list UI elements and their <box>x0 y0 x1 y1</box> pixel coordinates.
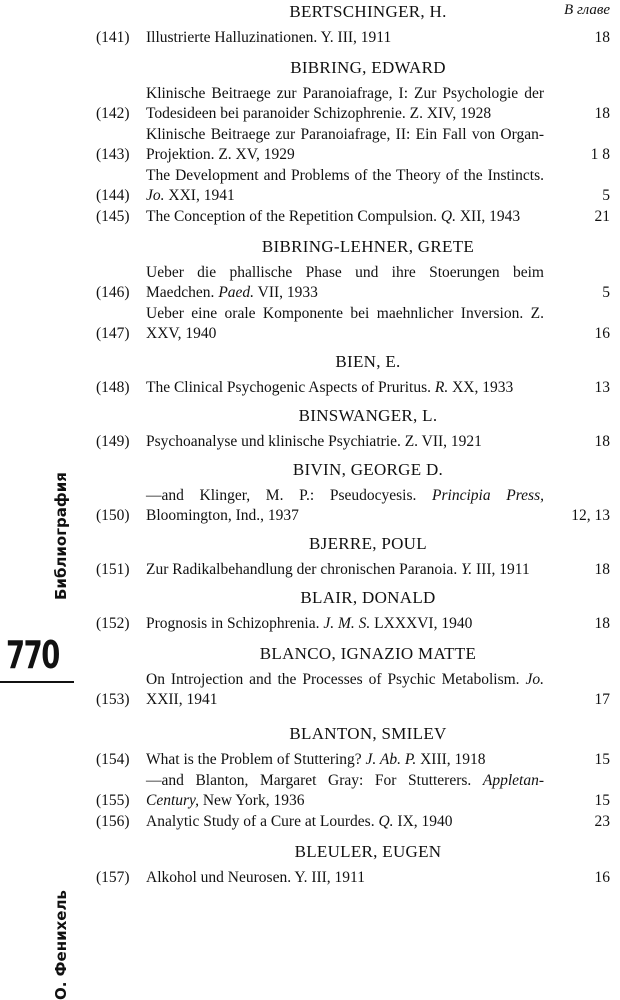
author-block <box>96 406 610 452</box>
entry-citation <box>146 378 562 398</box>
entry-citation <box>146 84 562 124</box>
entry-number: (149) <box>96 433 130 450</box>
citation-pre: —and Klinger, M. P.: Pseudocyesis. <box>146 487 433 504</box>
citation-pre: The Development and Problems of the Theory of the Instincts. <box>146 167 544 184</box>
entry-number: (142) <box>96 105 130 122</box>
entry-citation <box>146 670 562 710</box>
chapter-reference: 18 <box>594 561 610 578</box>
entry-number: (153) <box>96 691 130 708</box>
bibliography-list <box>96 0 610 889</box>
citation-post: III, 1911 <box>472 561 530 578</box>
citation-ital: Principia Press, <box>432 487 544 504</box>
citation-ital: Paed. <box>218 284 255 301</box>
chapter-reference: 1 8 <box>590 146 610 163</box>
entry-number: (147) <box>96 325 130 342</box>
citation-post: VII, 1933 <box>254 284 318 301</box>
entry-number: (143) <box>96 146 130 163</box>
entry-number: (144) <box>96 187 130 204</box>
bibliography-entry <box>96 207 610 227</box>
bibliography-entry <box>96 614 610 634</box>
bibliography-entry <box>96 84 610 124</box>
chapter-reference: 16 <box>594 325 610 342</box>
citation-post: New York, 1936 <box>198 792 305 809</box>
page-number: 770 <box>6 633 59 677</box>
author-heading: BIBRING-LEHNER, GRETE <box>261 237 475 256</box>
citation-ital: J. Ab. P. <box>365 751 417 768</box>
author-block <box>96 58 610 227</box>
author-heading: BERTSCHINGER, H. <box>289 2 447 21</box>
citation-pre: Prognosis in Schizophrenia. <box>146 615 324 632</box>
chapter-reference: 12, 13 <box>571 507 610 524</box>
entry-citation <box>146 771 562 811</box>
chapter-reference: 16 <box>594 869 610 886</box>
entry-citation <box>146 207 562 227</box>
entry-citation <box>146 868 562 888</box>
entry-citation <box>146 486 562 526</box>
entry-number: (146) <box>96 284 130 301</box>
entry-citation <box>146 812 562 832</box>
citation-pre: Ueber die phallische Phase und ihre Stoerungen beim Maedchen. <box>146 264 544 301</box>
bibliography-entry <box>96 125 610 165</box>
citation-post: XII, 1943 <box>455 208 521 225</box>
author-heading: BLANTON, SMILEV <box>289 724 447 743</box>
citation-pre: Analytic Study of a Cure at Lourdes. <box>146 813 379 830</box>
citation-ital: R. <box>434 379 449 396</box>
chapter-reference: 15 <box>594 792 610 809</box>
author-block <box>96 352 610 398</box>
author-block <box>96 2 610 48</box>
chapter-reference: 13 <box>594 379 610 396</box>
entry-number: (155) <box>96 792 130 809</box>
author-heading: BINSWANGER, L. <box>298 406 438 425</box>
citation-post: XXII, 1941 <box>146 691 218 708</box>
entry-citation <box>146 28 562 48</box>
author-heading: BLEULER, EUGEN <box>294 842 442 861</box>
chapter-reference: 21 <box>594 208 610 225</box>
entry-number: (152) <box>96 615 130 632</box>
author-block <box>96 842 610 888</box>
author-heading: BIBRING, EDWARD <box>290 58 446 77</box>
citation-pre: Klinische Beitraege zur Paranoiafrage, II: Ein Fall von Organ-Projektion. Z. XV, 1929 <box>146 126 544 163</box>
bibliography-entry <box>96 868 610 888</box>
chapter-reference: 18 <box>594 105 610 122</box>
citation-pre: —and Blanton, Margaret Gray: For Stutterers. <box>146 772 483 789</box>
citation-ital: Q. <box>378 813 394 830</box>
entry-citation <box>146 125 562 165</box>
citation-ital: Appletan-Century, <box>146 772 544 809</box>
citation-pre: Psychoanalyse und klinische Psychiatrie. Z. VII, 1921 <box>146 433 482 450</box>
author-block <box>96 534 610 580</box>
bibliography-entry <box>96 750 610 770</box>
chapter-reference: 5 <box>602 284 610 301</box>
author-block <box>96 724 610 832</box>
chapter-reference: 5 <box>602 187 610 204</box>
author-heading: BIEN, E. <box>335 352 401 371</box>
bibliography-entry <box>96 432 610 452</box>
bibliography-entry <box>96 812 610 832</box>
entry-citation <box>146 166 562 206</box>
bibliography-entry <box>96 560 610 580</box>
bibliography-entry <box>96 378 610 398</box>
entry-citation <box>146 614 562 634</box>
citation-post: Bloomington, Ind., 1937 <box>146 507 299 524</box>
entry-number: (150) <box>96 507 130 524</box>
citation-ital: Y. <box>461 561 473 578</box>
page-number-rule <box>0 681 74 683</box>
citation-pre: Illustrierte Halluzinationen. Y. III, 1911 <box>146 29 392 46</box>
citation-post: XXI, 1941 <box>164 187 235 204</box>
author-block <box>96 588 610 634</box>
author-block <box>96 644 610 710</box>
column-header-chapter: В главе <box>564 2 610 18</box>
chapter-reference: 18 <box>594 433 610 450</box>
chapter-reference: 15 <box>594 751 610 768</box>
entry-citation <box>146 432 562 452</box>
entry-number: (157) <box>96 869 130 886</box>
citation-pre: Klinische Beitraege zur Paranoiafrage, I: Zur Psychologie der Todesideen bei paranoider Schizophrenie. Z. XIV, 1928 <box>146 85 544 122</box>
entry-number: (154) <box>96 751 130 768</box>
citation-pre: Alkohol und Neurosen. Y. III, 1911 <box>146 869 365 886</box>
author-heading: BJERRE, POUL <box>309 534 427 553</box>
entry-number: (148) <box>96 379 130 396</box>
entry-number: (145) <box>96 208 130 225</box>
citation-pre: What is the Problem of Stuttering? <box>146 751 366 768</box>
book-author-label: О. Фенихель <box>52 890 70 1000</box>
entry-citation <box>146 560 562 580</box>
page-margin <box>0 0 78 999</box>
citation-ital: Jo. <box>525 671 544 688</box>
citation-post: XIII, 1918 <box>416 751 486 768</box>
entry-number: (141) <box>96 29 130 46</box>
citation-post: XX, 1933 <box>448 379 514 396</box>
bibliography-entry <box>96 771 610 811</box>
citation-post: IX, 1940 <box>393 813 453 830</box>
chapter-reference: 18 <box>594 29 610 46</box>
bibliography-entry <box>96 166 610 206</box>
citation-pre: The Clinical Psychogenic Aspects of Pruritus. <box>146 379 435 396</box>
citation-pre: The Conception of the Repetition Compulsion. <box>146 208 441 225</box>
chapter-reference: 17 <box>594 691 610 708</box>
entry-number: (151) <box>96 561 130 578</box>
citation-ital: Jo. <box>146 187 165 204</box>
bibliography-entry <box>96 28 610 48</box>
bibliography-entry <box>96 263 610 303</box>
citation-pre: Ueber eine orale Komponente bei maehnlicher Inversion. Z. XXV, 1940 <box>146 305 544 342</box>
bibliography-entry <box>96 670 610 710</box>
citation-ital: Q. <box>440 208 456 225</box>
bibliography-entry <box>96 486 610 526</box>
entry-citation <box>146 750 562 770</box>
citation-ital: J. M. S. <box>323 615 371 632</box>
section-label: Библиография <box>52 472 70 600</box>
chapter-reference: 18 <box>594 615 610 632</box>
author-heading: BIVIN, GEORGE D. <box>292 460 444 479</box>
entry-citation <box>146 304 562 344</box>
citation-pre: Zur Radikalbehandlung der chronischen Paranoia. <box>146 561 462 578</box>
citation-post: LXXXVI, 1940 <box>370 615 473 632</box>
entry-citation <box>146 263 562 303</box>
bibliography-entry <box>96 304 610 344</box>
author-block <box>96 460 610 526</box>
author-heading: BLAIR, DONALD <box>300 588 436 607</box>
author-block <box>96 237 610 344</box>
author-heading: BLANCO, IGNAZIO MATTE <box>259 644 477 663</box>
citation-pre: On Introjection and the Processes of Psychic Metabolism. <box>146 671 526 688</box>
entry-number: (156) <box>96 813 130 830</box>
chapter-reference: 23 <box>594 813 610 830</box>
